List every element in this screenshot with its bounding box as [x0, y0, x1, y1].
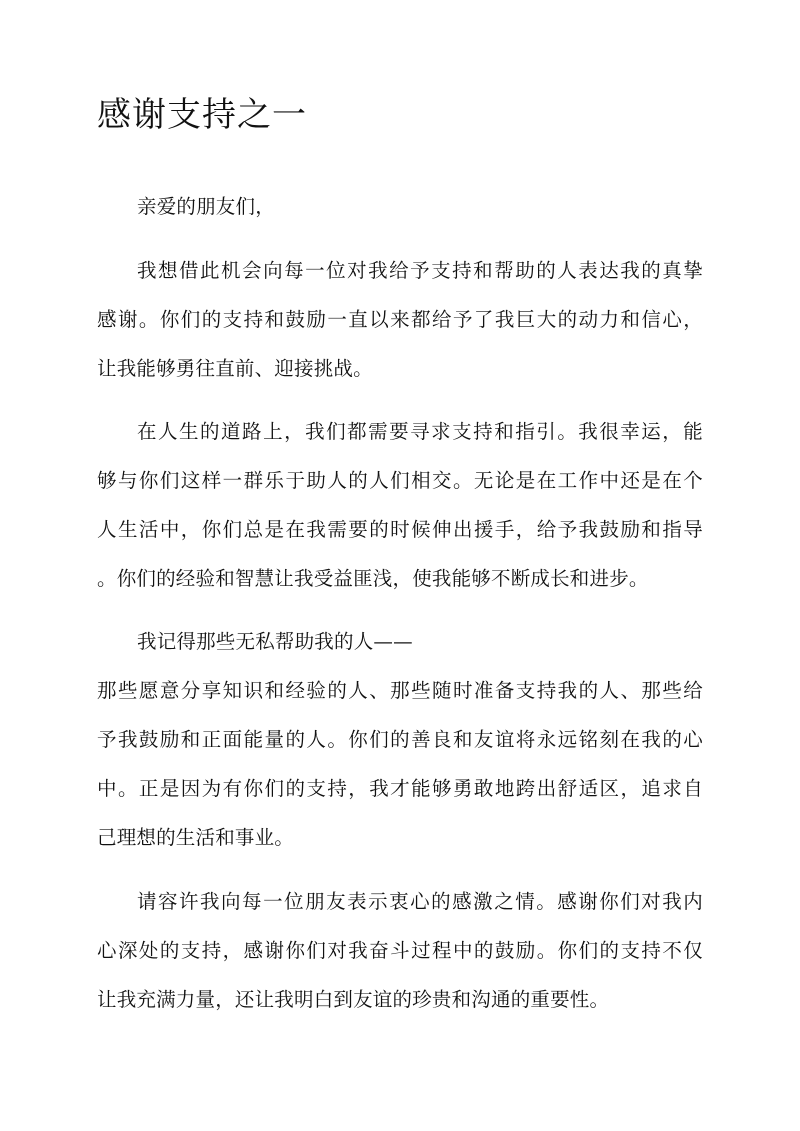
paragraph-3-line-4: 中。正是因为有你们的支持，我才能够勇敢地跨出舒适区，追求自 — [97, 777, 703, 800]
paragraph-4-line-3: 让我充满力量，还让我明白到友谊的珍贵和沟通的重要性。 — [97, 988, 610, 1011]
paragraph-2-line-3: 人生活中，你们总是在我需要的时候伸出援手，给予我鼓励和指导 — [97, 518, 703, 541]
paragraph-2-line-4: 。你们的经验和智慧让我受益匪浅，使我能够不断成长和进步。 — [97, 567, 649, 590]
paragraph-1-line-3: 让我能够勇往直前、迎接挑战。 — [97, 357, 373, 380]
paragraph-3-line-2: 那些愿意分享知识和经验的人、那些随时准备支持我的人、那些给 — [97, 679, 703, 702]
paragraph-4-line-2: 心深处的支持，感谢你们对我奋斗过程中的鼓励。你们的支持不仅 — [97, 939, 703, 962]
paragraph-2-line-2: 够与你们这样一群乐于助人的人们相交。无论是在工作中还是在个 — [97, 469, 703, 492]
paragraph-2-line-1: 在人生的道路上，我们都需要寻求支持和指引。我很幸运，能 — [137, 420, 703, 443]
document-title: 感谢支持之一 — [97, 95, 307, 135]
paragraph-3-line-3: 予我鼓励和正面能量的人。你们的善良和友谊将永远铭刻在我的心 — [97, 728, 703, 751]
paragraph-1-line-1: 我想借此机会向每一位对我给予支持和帮助的人表达我的真挚 — [137, 259, 703, 282]
paragraph-3-line-1: 我记得那些无私帮助我的人—— — [137, 630, 413, 653]
paragraph-4-line-1: 请容许我向每一位朋友表示衷心的感激之情。感谢你们对我内 — [137, 890, 703, 913]
salutation-line: 亲爱的朋友们， — [137, 195, 275, 218]
paragraph-1-line-2: 感谢。你们的支持和鼓励一直以来都给予了我巨大的动力和信心， — [97, 308, 703, 331]
paragraph-3-line-5: 己理想的生活和事业。 — [97, 826, 295, 849]
